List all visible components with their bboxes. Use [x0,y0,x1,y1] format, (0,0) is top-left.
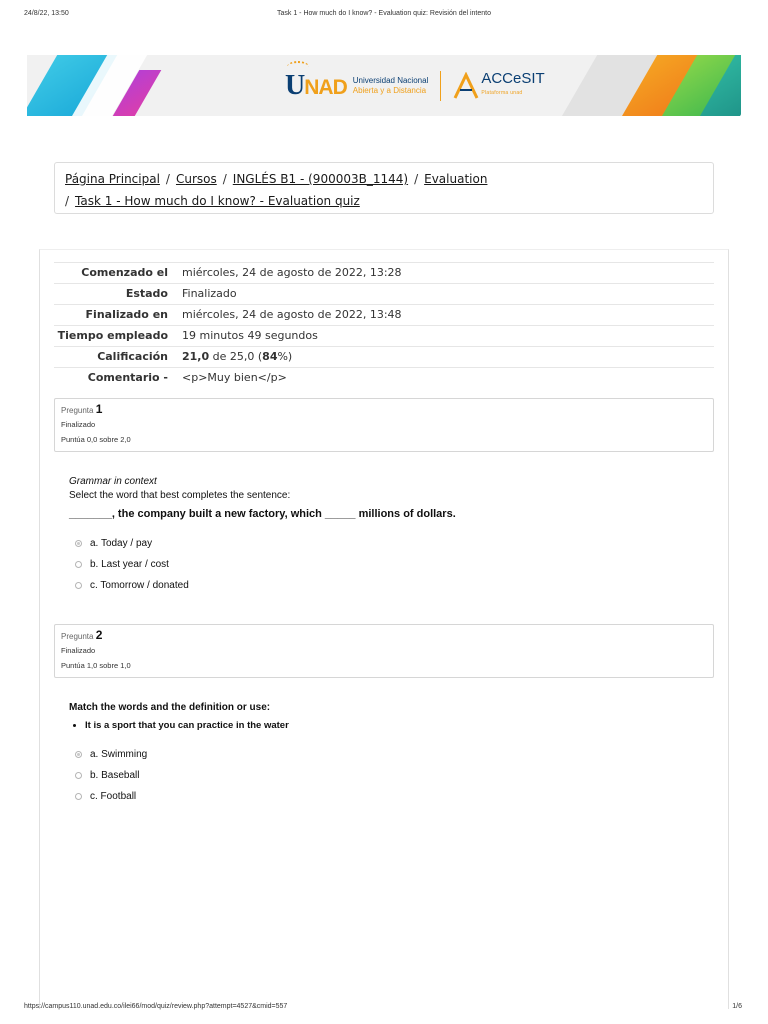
question-sentence: _______, the company built a new factory, which _____ millions of dollars. [69,508,456,520]
question-label: Pregunta [61,406,94,415]
radio-icon[interactable] [75,793,82,800]
question-grade: Puntúa 0,0 sobre 2,0 [61,435,131,444]
summary-label: Comentario - [54,368,176,389]
answer-label: b. Baseball [90,770,140,781]
print-page-number: 1/6 [732,1003,742,1010]
accesit-title: ACCeSIT [481,70,545,87]
print-page-title: Task 1 - How much do I know? - Evaluation quiz: Revisión del intento [277,10,491,17]
breadcrumb-home-link[interactable]: Página Principal [65,172,160,186]
accesit-subtitle: Plataforma unad [481,90,523,96]
summary-value: Finalizado [176,284,714,305]
summary-value: miércoles, 24 de agosto de 2022, 13:28 [176,263,714,284]
breadcrumb-separator: / [165,172,170,186]
question-grade: Puntúa 1,0 sobre 1,0 [61,661,131,670]
unad-name-line1: Universidad Nacional [352,76,429,85]
summary-value: miércoles, 24 de agosto de 2022, 13:48 [176,305,714,326]
question-prompt: Select the word that best completes the sentence: [69,490,291,501]
unad-name-line2: Abierta y a Distancia [352,86,427,95]
question-bullet-item: • It is a sport that you can practice in the water [85,719,709,733]
radio-selected-icon[interactable] [75,540,82,547]
summary-label: Comenzado el [54,263,176,284]
question-number [61,629,707,643]
question-subtitle: Grammar in context [69,476,157,487]
summary-label: Estado [54,284,176,305]
breadcrumb-courses-link[interactable]: Cursos [175,172,217,186]
unad-name [353,76,429,96]
summary-label: Calificación [54,347,176,368]
summary-row-time [54,326,714,347]
breadcrumb-line-1 [65,168,703,190]
print-url: https://campus110.unad.edu.co/ilei66/mod/quiz/review.php?attempt=4527&cmid=557 [24,1003,288,1010]
attempt-summary-table [54,262,714,388]
grade-end: %) [277,350,293,363]
breadcrumb-separator: / [65,194,70,208]
summary-label: Finalizado en [54,305,176,326]
site-banner [27,55,741,116]
question-state: Finalizado [61,420,96,429]
answer-option[interactable] [75,748,147,769]
question-bullet-list [69,719,709,733]
unad-logo-u: U [285,70,305,101]
radio-icon[interactable] [75,561,82,568]
radio-icon[interactable] [75,582,82,589]
answer-label: c. Tomorrow / donated [90,580,189,591]
question-state: Finalizado [61,646,96,655]
answer-label: c. Football [90,791,137,802]
breadcrumb-evaluation-link[interactable]: Evaluation [424,172,488,186]
unad-logo [285,70,347,102]
banner-logos [285,68,545,104]
question-number-value: 2 [95,628,103,642]
radio-icon[interactable] [75,772,82,779]
grade-percent: 84 [262,350,278,363]
answer-label: a. Today / pay [90,538,153,549]
breadcrumb-quiz-link[interactable]: Task 1 - How much do I know? - Evaluation quiz [75,194,360,208]
answer-option[interactable] [75,790,147,811]
question-number [61,403,707,417]
breadcrumb-separator: / [222,172,227,186]
grade-total: de 25,0 ( [209,350,263,363]
sun-rays-icon [287,61,309,73]
breadcrumb-separator: / [414,172,419,186]
summary-value: 19 minutos 49 segundos [176,326,714,347]
summary-row-started [54,263,714,284]
unad-logo-nad: NAD [304,76,347,99]
summary-value: <p>Muy bien</p> [176,368,714,389]
summary-row-grade [54,347,714,368]
question-prompt: Match the words and the definition or use: [69,702,271,713]
question-1-answers [75,537,189,600]
question-1-info [54,398,714,452]
logo-divider [440,71,441,101]
summary-label: Tiempo empleado [54,326,176,347]
breadcrumb-course-link[interactable]: INGLÉS B1 - (900003B_1144) [232,172,409,186]
answer-option[interactable] [75,537,189,558]
answer-option[interactable] [75,579,189,600]
question-number-value: 1 [95,402,103,416]
summary-row-finished [54,305,714,326]
question-1-text [69,475,709,522]
answer-label: b. Last year / cost [90,559,169,570]
question-2-text [69,701,709,733]
radio-selected-icon[interactable] [75,751,82,758]
print-datetime: 24/8/22, 13:50 [24,10,69,17]
answer-label: a. Swimming [90,749,148,760]
breadcrumb-line-2 [65,190,703,212]
answer-option[interactable] [75,558,189,579]
summary-grade-value [176,347,714,368]
summary-row-state [54,284,714,305]
question-2-answers [75,748,147,811]
question-2-info [54,624,714,678]
summary-row-comment [54,368,714,389]
accesit-logo [481,72,544,100]
accesit-a-icon [453,72,479,100]
question-label: Pregunta [61,632,94,641]
answer-option[interactable] [75,769,147,790]
breadcrumb [54,162,714,214]
grade-score: 21,0 [182,350,210,363]
